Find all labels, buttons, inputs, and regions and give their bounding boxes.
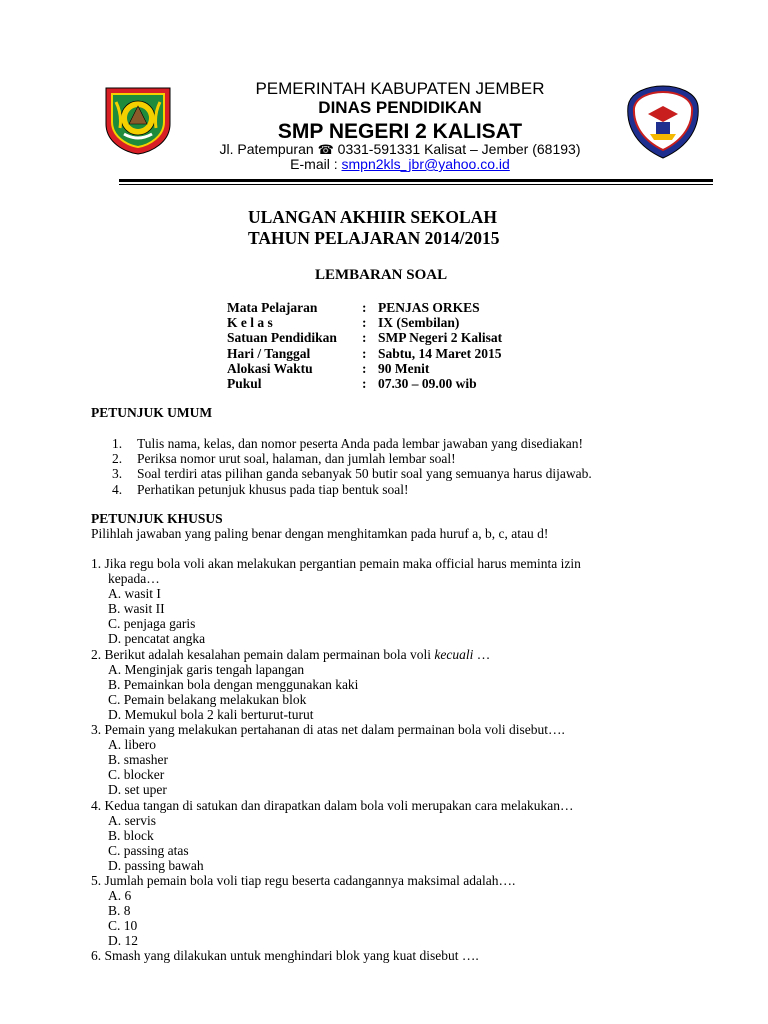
list-number: 3. (112, 466, 123, 482)
info-separator: : (362, 345, 367, 361)
answer-option: D. passing bawah (108, 857, 204, 873)
list-item (112, 436, 592, 451)
question-2 (91, 647, 651, 662)
answer-option: A. 6 (108, 888, 132, 904)
answer-option: A. libero (108, 737, 156, 753)
exam-year: TAHUN PELAJARAN 2014/2015 (248, 228, 500, 248)
info-value: 07.30 – 09.00 wib (378, 375, 477, 391)
answer-option: A. servis (108, 812, 156, 828)
answer-option: C. blocker (108, 767, 165, 783)
list-item (112, 482, 592, 497)
info-value: PENJAS ORKES (378, 300, 480, 315)
list-text: Periksa nomor urut soal, halaman, dan jumlah lembar soal! (137, 451, 456, 467)
answer-option: C. Pemain belakang melakukan blok (108, 691, 307, 707)
exam-info-table (227, 300, 502, 391)
sheet-title: LEMBARAN SOAL (315, 267, 448, 283)
info-row-school (227, 330, 502, 345)
question-2-ellipsis: … (473, 646, 491, 662)
letterhead (0, 0, 768, 190)
info-row-time (227, 376, 502, 391)
address-phone: 0331-591331 Kalisat – Jember (68193) (337, 141, 581, 157)
answer-option: B. wasit II (108, 601, 165, 617)
answer-option: B. Pemainkan bola dengan menggunakan kaki (108, 676, 359, 692)
specific-instruction-text: Pilihlah jawaban yang paling benar dengan menghitamkan pada huruf a, b, c, atau d! (91, 526, 549, 541)
school-emblem-icon (626, 84, 700, 160)
question-6: 6. Smash yang dilakukan untuk menghindari blok yang kuat disebut …. (91, 948, 479, 964)
list-text: Perhatikan petunjuk khusus pada tiap bentuk soal! (137, 481, 409, 497)
list-number: 1. (112, 436, 123, 451)
info-row-subject (227, 300, 502, 315)
info-value: SMP Negeri 2 Kalisat (378, 330, 503, 346)
jember-regency-emblem-icon (102, 84, 174, 156)
list-text: Tulis nama, kelas, dan nomor peserta Anda pada lembar jawaban yang disediakan! (137, 436, 583, 451)
exam-title: ULANGAN AKHIIR SEKOLAH (248, 207, 497, 227)
question-2-text: 2. Berikut adalah kesalahan pemain dalam permainan bola voli (91, 646, 435, 662)
question-2-emphasis: kecuali (434, 646, 474, 662)
telephone-icon: ☎ (317, 142, 334, 157)
answer-option: D. 12 (108, 933, 138, 949)
list-text: Soal terdiri atas pilihan ganda sebanyak 50 butir soal yang semuanya harus dijawab. (137, 466, 592, 482)
school-email (180, 156, 620, 173)
answer-option: D. Memukul bola 2 kali berturut-turut (108, 706, 314, 722)
info-separator: : (362, 360, 367, 376)
list-item (112, 466, 592, 481)
info-label: K e l a s (227, 315, 273, 331)
question-1-continued: kepada… (108, 571, 160, 587)
answer-option: C. 10 (108, 918, 138, 934)
letterhead-rule-thin (119, 184, 713, 185)
specific-instructions-title: PETUNJUK KHUSUS (91, 511, 223, 526)
school-name: SMP NEGERI 2 KALISAT (277, 120, 523, 143)
answer-option: B. 8 (108, 903, 131, 919)
info-separator: : (362, 375, 367, 391)
email-label: E-mail : (290, 156, 338, 172)
info-value: IX (Sembilan) (378, 315, 460, 331)
question-list (91, 556, 651, 964)
info-label: Satuan Pendidikan (227, 330, 337, 346)
info-label: Hari / Tanggal (227, 345, 311, 361)
info-separator: : (362, 300, 367, 315)
list-number: 4. (112, 481, 123, 497)
answer-option: A. Menginjak garis tengah lapangan (108, 661, 305, 677)
question-3: 3. Pemain yang melakukan pertahanan di atas net dalam permainan bola voli disebut…. (91, 722, 565, 738)
answer-option: C. passing atas (108, 842, 189, 858)
answer-option: D. pencatat angka (108, 631, 206, 647)
info-row-class (227, 315, 502, 330)
answer-option: D. set uper (108, 782, 167, 798)
info-label: Mata Pelajaran (227, 300, 318, 315)
letterhead-rule-thick (119, 179, 713, 182)
info-separator: : (362, 330, 367, 346)
list-number: 2. (112, 451, 123, 467)
info-label: Alokasi Waktu (227, 360, 313, 376)
address-street: Jl. Patempuran (219, 141, 314, 157)
info-value: Sabtu, 14 Maret 2015 (378, 345, 502, 361)
question-5: 5. Jumlah pemain bola voli tiap regu beserta cadangannya maksimal adalah…. (91, 872, 516, 888)
question-4: 4. Kedua tangan di satukan dan dirapatkan dalam bola voli merupakan cara melakukan… (91, 797, 574, 813)
answer-option: B. block (108, 827, 154, 843)
question-1: 1. Jika regu bola voli akan melakukan pergantian pemain maka official harus meminta izin (91, 556, 581, 571)
info-label: Pukul (227, 375, 262, 391)
info-separator: : (362, 315, 367, 331)
answer-option: C. penjaga garis (108, 616, 196, 632)
email-link[interactable]: smpn2kls_jbr@yahoo.co.id (341, 156, 510, 172)
info-row-duration (227, 361, 502, 376)
general-instructions-list (112, 436, 592, 497)
government-name: PEMERINTAH KABUPATEN JEMBER (255, 79, 545, 98)
answer-option: B. smasher (108, 752, 168, 768)
general-instructions-title: PETUNJUK UMUM (91, 405, 213, 420)
info-value: 90 Menit (378, 360, 430, 376)
answer-option: A. wasit I (108, 586, 161, 602)
info-row-date (227, 346, 502, 361)
list-item (112, 451, 592, 466)
department-name: DINAS PENDIDIKAN (318, 98, 482, 117)
